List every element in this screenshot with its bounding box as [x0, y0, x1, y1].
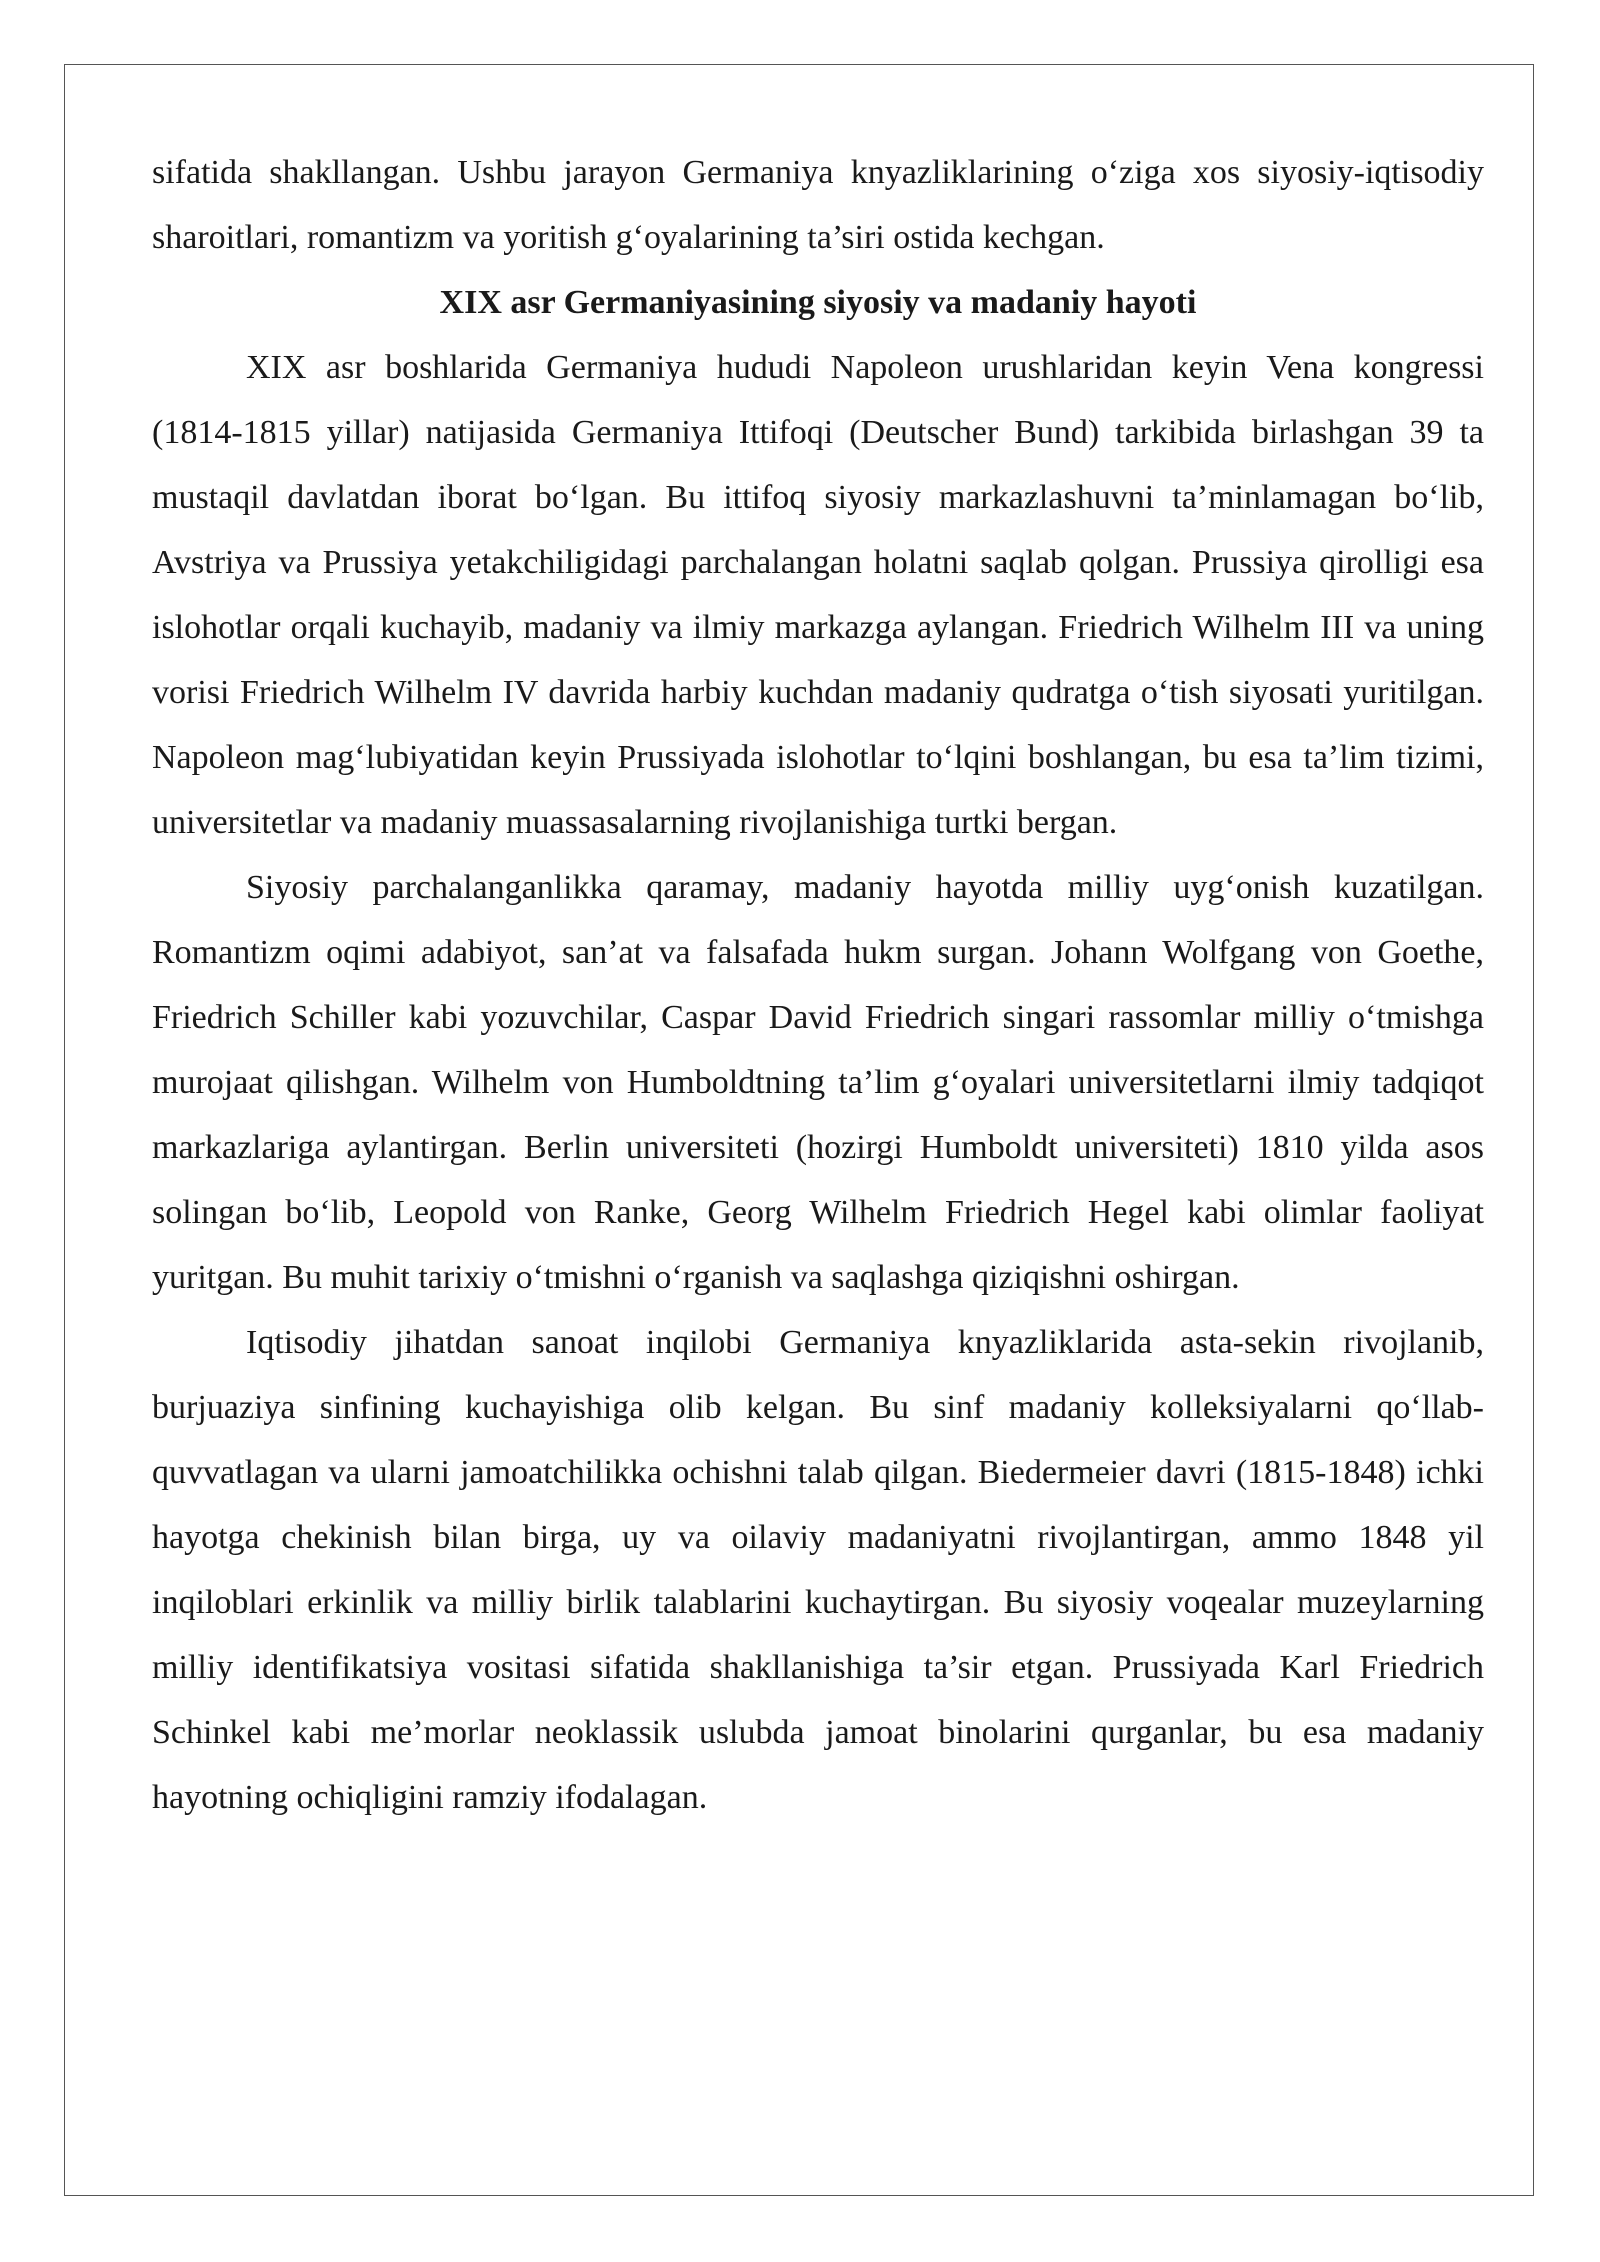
section-heading: XIX asr Germaniyasining siyosiy va madaniy hayoti	[439, 284, 1197, 321]
document-body	[152, 140, 1484, 1830]
body-paragraph-2: Siyosiy parchalanganlikka qaramay, madaniy hayotda milliy uyg‘onish kuzatilgan. Romantizm oqimi adabiyot, san’at va falsafada hukm surgan. Johann Wolfgang von Goethe, Friedrich Schiller kabi yozuvchilar, Caspar David Friedrich singari rassomlar milliy o‘tmishga murojaat qilishgan. Wilhelm von Humboldtning ta’lim g‘oyalari universitetlarni ilmiy tadqiqot markazlariga aylantirgan. Berlin universiteti (hozirgi Humboldt universiteti) 1810 yilda asos solingan bo‘lib, Leopold von Ranke, Georg Wilhelm Friedrich Hegel kabi olimlar faoliyat yuritgan. Bu muhit tarixiy o‘tmishni o‘rganish va saqlashga qiziqishni oshirgan.	[152, 869, 1484, 1296]
body-paragraph-3: Iqtisodiy jihatdan sanoat inqilobi Germaniya knyazliklarida asta-sekin rivojlanib, burjuaziya sinfining kuchayishiga olib kelgan. Bu sinf madaniy kolleksiyalarni qo‘llab-quvvatlagan va ularni jamoatchilikka ochishni talab qilgan. Biedermeier davri (1815-1848) ichki hayotga chekinish bilan birga, uy va oilaviy madaniyatni rivojlantirgan, ammo 1848 yil inqiloblari erkinlik va milliy birlik talablarini kuchaytirgan. Bu siyosiy voqealar muzeylarning milliy identifikatsiya vositasi sifatida shakllanishiga ta’sir etgan. Prussiyada Karl Friedrich Schinkel kabi me’morlar neoklassik uslubda jamoat binolarini qurganlar, bu esa madaniy hayotning ochiqligini ramziy ifodalagan.	[152, 1324, 1484, 1816]
body-paragraph-1: XIX asr boshlarida Germaniya hududi Napoleon urushlaridan keyin Vena kongressi (1814-1815 yillar) natijasida Germaniya Ittifoqi (Deutscher Bund) tarkibida birlashgan 39 ta mustaqil davlatdan iborat bo‘lgan. Bu ittifoq siyosiy markazlashuvni ta’minlamagan bo‘lib, Avstriya va Prussiya yetakchiligidagi parchalangan holatni saqlab qolgan. Prussiya qirolligi esa islohotlar orqali kuchayib, madaniy va ilmiy markazga aylangan. Friedrich Wilhelm III va uning vorisi Friedrich Wilhelm IV davrida harbiy kuchdan madaniy qudratga o‘tish siyosati yuritilgan. Napoleon mag‘lubiyatidan keyin Prussiyada islohotlar to‘lqini boshlangan, bu esa ta’lim tizimi, universitetlar va madaniy muassasalarning rivojlanishiga turtki bergan.	[152, 349, 1484, 841]
continuation-paragraph: sifatida shakllangan. Ushbu jarayon Germaniya knyazliklarining o‘ziga xos siyosiy-iqtisodiy sharoitlari, romantizm va yoritish g‘oyalarining ta’siri ostida kechgan.	[152, 154, 1484, 256]
